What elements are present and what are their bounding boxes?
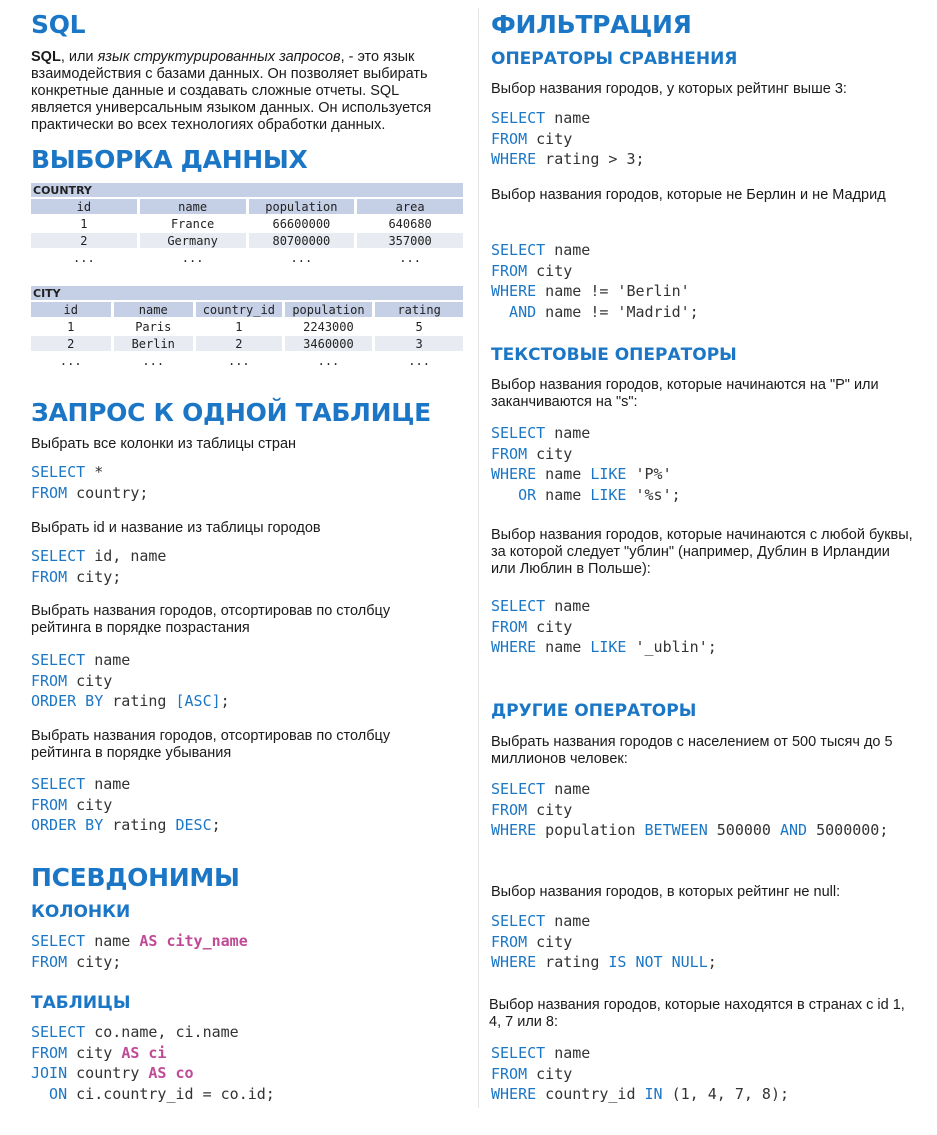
- sql-keyword: SELECT: [491, 109, 546, 127]
- table-row: [31, 216, 463, 231]
- table-header: population: [285, 302, 373, 317]
- sql-text: 500000: [707, 821, 780, 839]
- sql-keyword: FROM: [491, 932, 528, 951]
- sql-keyword: FROM: [31, 483, 68, 502]
- table-cell: ...: [290, 250, 313, 265]
- sql-keyword: IN: [644, 1085, 663, 1103]
- table-cell: 1: [235, 319, 243, 334]
- sql-keyword: FROM: [31, 952, 68, 971]
- sql-text: country: [67, 1064, 149, 1082]
- query4-code: [31, 774, 221, 836]
- query2-code: [31, 546, 166, 587]
- table-cell: ...: [408, 353, 430, 368]
- sql-keyword: OR: [491, 485, 537, 504]
- sql-text: name: [545, 597, 591, 615]
- sql-title: SQL: [31, 10, 86, 39]
- table-cell: 2: [31, 336, 111, 351]
- sql-keyword: FROM: [491, 261, 528, 280]
- sql-keyword: DESC: [175, 816, 212, 834]
- sql-text: id, name: [85, 547, 167, 565]
- table-cell: 1: [67, 319, 75, 334]
- sql-text: city: [527, 932, 573, 951]
- table-header: area: [357, 199, 463, 214]
- sql-text: name: [536, 485, 591, 504]
- sql-text: ci.country_id = co.id;: [67, 1084, 275, 1103]
- filter3-code: [491, 423, 681, 505]
- sql-text: rating: [536, 953, 609, 971]
- query3-code: [31, 650, 230, 712]
- table-cell: 3460000: [285, 336, 373, 351]
- sampling-title: ВЫБОРКА ДАННЫХ: [31, 145, 308, 174]
- sql-text: city: [527, 261, 573, 280]
- filter7-code: [491, 1043, 789, 1105]
- sql-keyword: FROM: [31, 567, 68, 586]
- sql-keyword: IS NOT NULL: [608, 953, 708, 971]
- sql-keyword: WHERE: [491, 953, 537, 971]
- sql-text: country_id: [536, 1085, 645, 1103]
- sql-keyword: WHERE: [491, 1085, 537, 1103]
- sql-text: country;: [67, 483, 149, 502]
- table-cell: 5: [415, 319, 423, 334]
- tables-subtitle: ТАБЛИЦЫ: [31, 993, 131, 1013]
- sql-keyword: WHERE: [491, 465, 537, 483]
- table-cell: ...: [399, 250, 421, 265]
- sql-text: city: [527, 444, 573, 463]
- sql-text: '_ublin';: [626, 638, 717, 656]
- table-cell: 80700000: [249, 233, 355, 248]
- sql-keyword: SELECT: [31, 932, 86, 950]
- aliases-title: ПСЕВДОНИМЫ: [31, 863, 240, 892]
- sql-keyword: SELECT: [31, 775, 86, 793]
- sql-text: name: [545, 424, 591, 442]
- sql-text: city: [527, 800, 573, 819]
- sql-text: city;: [67, 567, 122, 586]
- country-table: [28, 181, 466, 267]
- sql-text: city: [67, 1043, 122, 1062]
- table-cell: 1: [80, 216, 88, 231]
- sql-keyword: AND: [491, 302, 537, 321]
- sql-text: (1, 4, 7, 8);: [662, 1085, 790, 1103]
- sql-keyword: SELECT: [31, 1023, 86, 1041]
- sql-text: 'P%': [626, 465, 672, 483]
- table-header: country_id: [196, 302, 282, 317]
- sql-text: '%s';: [626, 485, 681, 504]
- sql-keyword: SELECT: [31, 547, 86, 565]
- sql-text: name: [85, 932, 140, 950]
- sql-keyword: SELECT: [31, 463, 86, 481]
- sql-text: population: [536, 821, 645, 839]
- table-cell: 2243000: [303, 319, 354, 334]
- sql-keyword: SELECT: [491, 597, 546, 615]
- table-cell: ...: [73, 250, 95, 265]
- filter2-code: [491, 240, 699, 322]
- table-row: [31, 336, 463, 351]
- table-cell: 640680: [388, 216, 432, 231]
- other-operators-subtitle: ДРУГИЕ ОПЕРАТОРЫ: [491, 701, 697, 721]
- comparison-subtitle: ОПЕРАТОРЫ СРАВНЕНИЯ: [491, 49, 738, 69]
- filter1-code: [491, 108, 645, 170]
- table-header: id: [31, 199, 137, 214]
- table-cell: ...: [59, 353, 82, 368]
- table-header: name: [140, 199, 246, 214]
- sql-text: name: [545, 109, 591, 127]
- table-cell: Paris: [135, 319, 172, 334]
- sql-keyword: LIKE: [590, 485, 627, 504]
- filter6-description: Выбор названия городов, в которых рейтинг не null:: [491, 884, 841, 900]
- sql-keyword: SELECT: [491, 780, 546, 798]
- table-cell: 357000: [357, 233, 463, 248]
- table-cell: Berlin: [114, 336, 194, 351]
- sql-alias: AS city_name: [139, 932, 248, 950]
- sql-text: name != 'Madrid';: [536, 302, 699, 321]
- sql-keyword: FROM: [491, 129, 528, 148]
- sql-keyword: JOIN: [31, 1064, 68, 1082]
- sql-keyword: WHERE: [491, 282, 537, 300]
- table-row: [31, 319, 463, 334]
- query2-description: Выбрать id и название из таблицы городов: [31, 520, 321, 536]
- sql-keyword: FROM: [31, 671, 68, 690]
- table-cell: 66600000: [272, 216, 331, 231]
- sql-text: city: [67, 671, 113, 690]
- intro-comma: , или: [60, 49, 98, 65]
- sql-text: name != 'Berlin': [536, 282, 690, 300]
- table-cell: France: [170, 216, 215, 231]
- table-header: population: [249, 199, 355, 214]
- filter6-code: [491, 911, 717, 973]
- table-cell: ...: [317, 353, 340, 368]
- alias-columns-code: [31, 931, 248, 972]
- text-operators-subtitle: ТЕКСТОВЫЕ ОПЕРАТОРЫ: [491, 345, 737, 365]
- intro-bold: SQL: [31, 49, 61, 65]
- sql-text: *: [85, 463, 104, 481]
- sql-keyword: FROM: [31, 795, 68, 814]
- sql-text: name: [545, 780, 591, 798]
- alias-tables-code: [31, 1022, 275, 1104]
- sql-text: city: [527, 1064, 573, 1083]
- sql-text: name: [85, 651, 131, 669]
- sql-keyword: ORDER BY: [31, 816, 104, 834]
- sql-keyword: SELECT: [491, 1044, 546, 1062]
- sql-text: city;: [67, 952, 122, 971]
- sql-text: 5000000;: [807, 821, 889, 839]
- column-divider: [478, 8, 479, 1108]
- table-header: rating: [375, 302, 463, 317]
- table-header: name: [114, 302, 194, 317]
- query1-description: Выбрать все колонки из таблицы стран: [31, 436, 297, 452]
- sql-text: city: [527, 617, 573, 636]
- sql-text: ;: [707, 953, 717, 971]
- sql-keyword: LIKE: [590, 638, 627, 656]
- filter4-code: [491, 596, 717, 658]
- sql-keyword: BETWEEN: [644, 821, 708, 839]
- single-table-title: ЗАПРОС К ОДНОЙ ТАБЛИЦЕ: [31, 398, 431, 427]
- sql-text: ;: [211, 816, 221, 834]
- filter5-code: [491, 779, 888, 841]
- sql-keyword: [ASC]: [175, 692, 221, 710]
- city-table-caption: CITY: [31, 286, 463, 300]
- sql-keyword: AND: [780, 821, 808, 839]
- sql-keyword: SELECT: [491, 241, 546, 259]
- sql-text: rating: [103, 692, 176, 710]
- city-table: [28, 284, 466, 370]
- table-cell: ...: [181, 250, 204, 265]
- filter4-description: Выбор названия городов, которые начинаются с любой буквы, за которой следует "ублин" (например, Дублин в Ирландии или Люблин в Польше):: [491, 527, 913, 577]
- sql-text: city: [67, 795, 113, 814]
- intro-paragraph: [31, 49, 461, 134]
- sql-text: name: [85, 775, 131, 793]
- sql-keyword: FROM: [491, 800, 528, 819]
- sql-keyword: WHERE: [491, 150, 537, 168]
- query3-description: Выбрать названия городов, отсортировав по столбцу рейтинга в порядке позрастания: [31, 603, 391, 636]
- intro-italic: язык структурированных запросов: [97, 49, 341, 65]
- filter2-description: Выбор названия городов, которые не Берлин и не Мадрид: [491, 187, 886, 203]
- sql-text: rating: [103, 816, 176, 834]
- sql-text: co.name, ci.name: [85, 1023, 239, 1041]
- filter1-description: Выбор названия городов, у которых рейтинг выше 3:: [491, 81, 847, 97]
- sql-keyword: SELECT: [31, 651, 86, 669]
- filter3-description: Выбор названия городов, которые начинаются на "P" или заканчиваются на "s":: [491, 377, 879, 410]
- sql-keyword: FROM: [491, 444, 528, 463]
- filter5-description: Выбрать названия городов с населением от 500 тысяч до 5 миллионов человек:: [491, 734, 893, 767]
- table-cell: Germany: [140, 233, 246, 248]
- sql-text: ;: [220, 692, 230, 710]
- sql-alias: AS co: [148, 1064, 194, 1082]
- query1-code: [31, 462, 148, 503]
- filter7-description: Выбор названия городов, которые находятся в странах с id 1, 4, 7 или 8:: [489, 997, 905, 1030]
- sql-keyword: LIKE: [590, 465, 627, 483]
- sql-keyword: ON: [31, 1084, 68, 1103]
- sql-keyword: SELECT: [491, 424, 546, 442]
- table-cell: ...: [142, 353, 165, 368]
- sql-keyword: FROM: [491, 617, 528, 636]
- filter-title: ФИЛЬТРАЦИЯ: [491, 10, 692, 39]
- table-cell: ...: [227, 353, 250, 368]
- sql-text: name: [545, 1044, 591, 1062]
- table-header: id: [31, 302, 111, 317]
- query4-description: Выбрать названия городов, отсортировав по столбцу рейтинга в порядке убывания: [31, 728, 391, 761]
- table-cell: 2: [31, 233, 137, 248]
- sql-keyword: SELECT: [491, 912, 546, 930]
- table-row: [31, 233, 463, 248]
- sql-keyword: WHERE: [491, 638, 537, 656]
- table-row: [31, 353, 463, 368]
- sql-text: name: [545, 912, 591, 930]
- sql-text: name: [545, 241, 591, 259]
- table-row: [31, 250, 463, 265]
- sql-text: name: [536, 465, 591, 483]
- sql-keyword: FROM: [31, 1043, 68, 1062]
- sql-text: name: [536, 638, 591, 656]
- sql-keyword: ORDER BY: [31, 692, 104, 710]
- sql-text: rating > 3;: [536, 150, 645, 168]
- table-cell: 3: [375, 336, 463, 351]
- country-table-caption: COUNTRY: [31, 183, 463, 197]
- sql-keyword: FROM: [491, 1064, 528, 1083]
- sql-keyword: WHERE: [491, 821, 537, 839]
- table-cell: 2: [196, 336, 282, 351]
- sql-alias: AS ci: [121, 1043, 167, 1062]
- sql-text: city: [527, 129, 573, 148]
- columns-subtitle: КОЛОНКИ: [31, 902, 131, 922]
- intro-rest: , - это язык взаимодействия с базами данных. Он позволяет выбирать конкретные данные и создавать сложные отчеты. SQL является универсальным языком данных. Он используется практически во всех технологиях обработки данных.: [31, 49, 432, 133]
